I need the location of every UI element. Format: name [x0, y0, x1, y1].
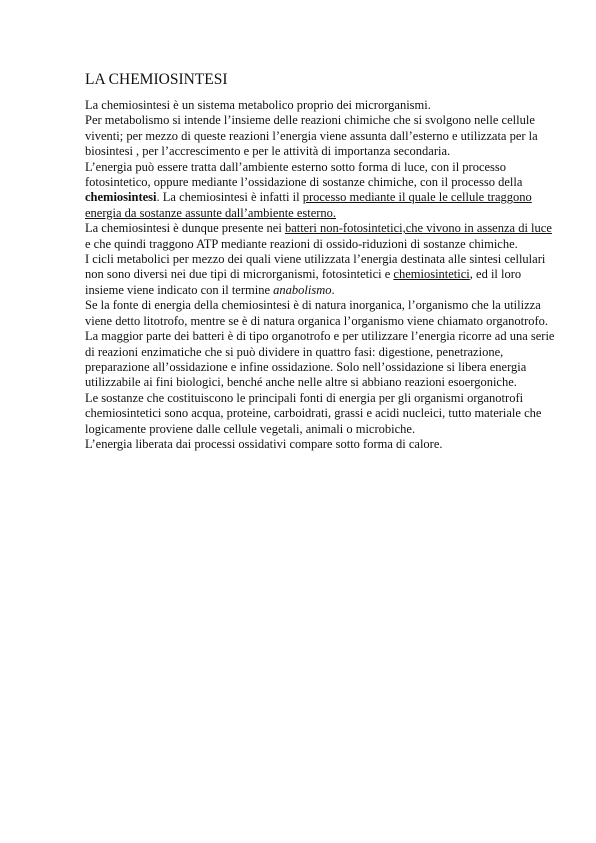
- paragraph-energy-source: [85, 160, 555, 222]
- document-body: [85, 98, 555, 452]
- text-run: L’energia può essere tratta dall’ambiente esterno sotto forma di luce, con il processo fotosintetico, oppure mediante l’ossidazione di sostanze chimiche, con il processo della: [85, 159, 523, 190]
- paragraph-energy-types: Se la fonte di energia della chemiosintesi è di natura inorganica, l’organismo che la utilizza viene detto litotrofo, mentre se è di natura organica l’organismo viene chiamato organotrofo. La maggior parte dei batteri è di tipo organotrofo e per utilizzare l’energia ricorre ad una serie di reazioni enzimatiche che si può dividere in quattro fasi: digestione, penetrazione, preparazione all’ossidazione e infine ossidazione. Solo nell’ossidazione si libera energia utilizzabile ai fini biologici, benché anche nelle altre si abbiano reazioni esoergoniche.: [85, 298, 555, 390]
- paragraph-metabolic-cycles: [85, 252, 555, 298]
- underlined-bacteria: batteri non-fotosintetici,che vivono in assenza di luce: [284, 221, 552, 236]
- text-run: I cicli metabolici per mezzo dei quali viene utilizzata l’energia destinata alle sintesi cellulari non sono diversi nei due tipi di microrganismi, fotosintetici e: [85, 252, 546, 282]
- bold-term-chemiosintesi: chemiosintesi: [85, 190, 157, 205]
- paragraph-heat: L’energia liberata dai processi ossidativi compare sotto forma di calore.: [85, 436, 443, 451]
- document-title: LA CHEMIOSINTESI: [85, 71, 228, 88]
- text-run: e che quindi traggono ATP mediante reazioni di ossido-riduzioni di sostanze chimiche.: [85, 236, 518, 251]
- underlined-chemiosintetici: chemiosintetici: [393, 267, 470, 282]
- text-run: La chemiosintesi è dunque presente nei: [85, 221, 285, 236]
- paragraph-intro: La chemiosintesi è un sistema metabolico proprio dei microrganismi.: [85, 98, 431, 112]
- text-run: . La chemiosintesi è infatti il: [156, 190, 303, 205]
- underlined-definition: processo mediante il quale le cellule traggono energia da sostanze assunte dall’ambiente esterno.: [85, 190, 532, 220]
- paragraph-energy-substances: Le sostanze che costituiscono le principali fonti di energia per gli organismi organotrofi chemiosintetici sono acqua, proteine, carboidrati, grassi e acidi nucleici, tutto materiale che logicamente proviene dalle cellule vegetali, animali o microbiche.: [85, 390, 542, 436]
- paragraph-metabolism: Per metabolismo si intende l’insieme delle reazioni chimiche che si svolgono nelle cellule viventi; per mezzo di queste reazioni l’energia viene assunta dall’esterno e utilizzata per la biosintesi , per l’accrescimento e per le attività di importanza secondaria.: [85, 113, 538, 159]
- paragraph-bacteria: [85, 221, 555, 252]
- text-run: .: [331, 282, 335, 297]
- italic-term-anabolismo: anabolismo: [273, 282, 332, 297]
- text-run: , ed il loro insieme viene indicato con il termine: [85, 267, 522, 297]
- document-content: [85, 70, 555, 452]
